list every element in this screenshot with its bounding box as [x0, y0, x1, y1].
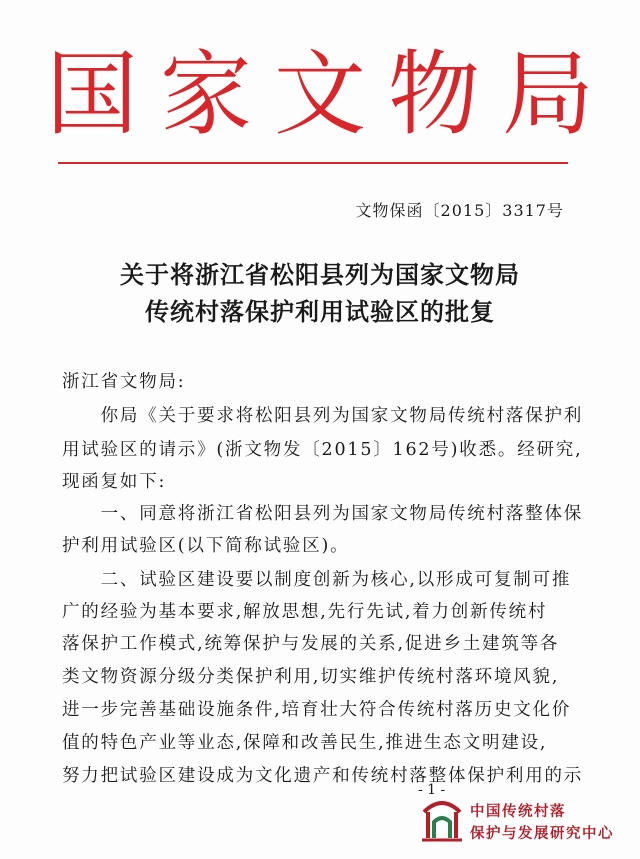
- body-line: 努力把试验区建设成为文化遗产和传统村落整体保护利用的示: [62, 766, 584, 786]
- body-line: 现函复如下:: [62, 472, 167, 492]
- body-line: 用试验区的请示》(浙文物发〔2015〕162号)收悉。经研究,: [62, 440, 583, 460]
- body-line: 进一步完善基础设施条件,培育壮大符合传统村落历史文化价: [62, 700, 572, 720]
- watermark-org-line-2: 保护与发展研究中心: [470, 826, 614, 842]
- masthead-title: 国家文物局: [45, 41, 616, 148]
- village-center-logo-icon: [418, 792, 466, 844]
- body-line: 落保护工作模式,统筹保护与发展的关系,促进乡土建筑等各: [62, 634, 560, 654]
- body-line: 广的经验为基本要求,解放思想,先行先试,着力创新传统村: [62, 602, 548, 622]
- body-line: 二、试验区建设要以制度创新为核心,以形成可复制可推: [62, 570, 572, 590]
- body-line: 护利用试验区(以下简称试验区)。: [62, 536, 350, 556]
- watermark-org-line-1: 中国传统村落: [470, 804, 566, 820]
- title-line-2: 传统村落保护利用试验区的批复: [145, 298, 495, 326]
- page-number: - 1 -: [418, 782, 446, 798]
- body-line: 类文物资源分级分类保护利用,切实维护传统村落环境风貌,: [62, 667, 560, 687]
- body-line: 浙江省文物局:: [62, 372, 186, 392]
- document-number: 文物保函〔2015〕3317号: [355, 201, 564, 220]
- body-line: 你局《关于要求将松阳县列为国家文物局传统村落保护利: [62, 406, 584, 426]
- body-line: 一、同意将浙江省松阳县列为国家文物局传统村落整体保: [62, 504, 584, 524]
- body-line: 值的特色产业等业态,保障和改善民生,推进生态文明建设,: [62, 733, 548, 753]
- red-divider: [58, 162, 568, 164]
- title-line-1: 关于将浙江省松阳县列为国家文物局: [120, 261, 520, 289]
